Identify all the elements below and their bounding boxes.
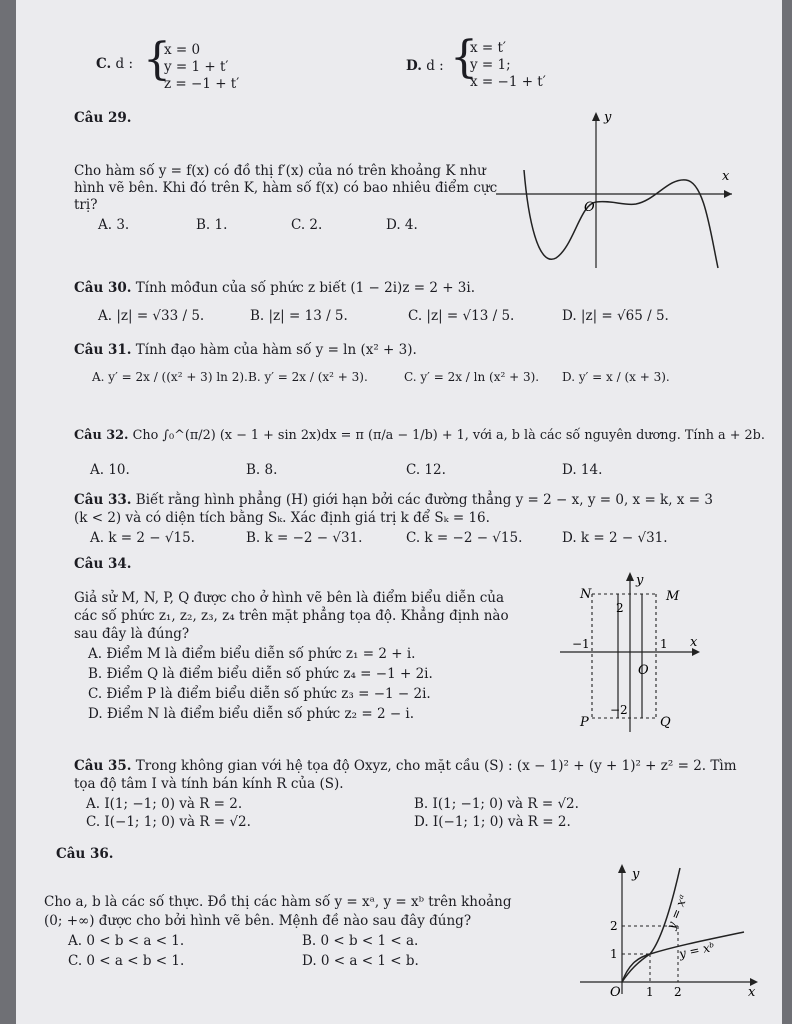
q35-option-a[interactable]: A. I(1; −1; 0) và R = 2. bbox=[86, 796, 243, 812]
q29-option-c[interactable]: C. 2. bbox=[291, 217, 323, 233]
q29-option-b[interactable]: B. 1. bbox=[196, 217, 228, 233]
q30-option-a[interactable]: A. |z| = √33 / 5. bbox=[98, 308, 205, 324]
q29-y-label: y bbox=[604, 110, 612, 125]
q36-title: Câu 36. bbox=[56, 846, 114, 862]
q31-question: Câu 31. Tính đạo hàm của hàm số y = ln (x² + 3). bbox=[74, 342, 417, 358]
q28-d-line-2: y = 1; bbox=[470, 57, 511, 73]
q36-curve-a-label: y = xᵃ bbox=[663, 892, 691, 932]
q34-y-arrow bbox=[626, 572, 634, 581]
q36-option-d[interactable]: D. 0 < a < 1 < b. bbox=[302, 953, 419, 969]
q36-option-b[interactable]: B. 0 < b < 1 < a. bbox=[302, 933, 419, 949]
q34-point-m: M bbox=[666, 589, 680, 604]
q36-text-1: Cho a, b là các số thực. Đồ thị các hàm số y = xᵃ, y = xᵇ trên khoảng bbox=[44, 894, 512, 910]
q28-option-c-label: C. d : bbox=[96, 56, 133, 72]
q34-option-d[interactable]: D. Điểm N là điểm biểu diễn số phức z₂ = 2 − i. bbox=[88, 706, 415, 722]
q29-origin-label: O bbox=[584, 200, 595, 215]
q28-c-line-2: y = 1 + t′ bbox=[164, 59, 229, 75]
q36-text-2: (0; +∞) được cho bởi hình vẽ bên. Mệnh đề nào sau đây đúng? bbox=[44, 913, 472, 929]
q35-question-2: tọa độ tâm I và tính bán kính R của (S). bbox=[74, 776, 344, 792]
q33-option-c[interactable]: C. k = −2 − √15. bbox=[406, 530, 523, 546]
q32-question: Câu 32. Cho ∫₀^(π/2) (x − 1 + sin 2x)dx = π (π/a − 1/b) + 1, với a, b là các số nguyên dương. Tính a + 2b. bbox=[74, 428, 765, 443]
q35-question-1: Câu 35. Trong không gian với hệ tọa độ Oxyz, cho mặt cầu (S) : (x − 1)² + (y + 1)² + z² = 2. Tìm bbox=[74, 758, 737, 774]
q32-option-b[interactable]: B. 8. bbox=[246, 462, 278, 478]
q34-text-1: Giả sử M, N, P, Q được cho ở hình vẽ bên là điểm biểu diễn của bbox=[74, 590, 505, 606]
q34-option-a[interactable]: A. Điểm M là điểm biểu diễn số phức z₁ = 2 + i. bbox=[88, 646, 416, 662]
q29-title: Câu 29. bbox=[74, 110, 132, 126]
q29-text-1: Cho hàm số y = f(x) có đồ thị f′(x) của nó trên khoảng K như bbox=[74, 163, 486, 179]
q34-complex-plane bbox=[552, 570, 702, 734]
q28-brace-d: { bbox=[450, 32, 478, 83]
q33-question-2: (k < 2) và có diện tích bằng Sₖ. Xác định giá trị k để Sₖ = 16. bbox=[74, 510, 490, 526]
q30-option-b[interactable]: B. |z| = 13 / 5. bbox=[250, 308, 348, 324]
exam-page bbox=[16, 0, 782, 1024]
q28-c-line-1: x = 0 bbox=[164, 42, 201, 58]
q29-text-2: hình vẽ bên. Khi đó trên K, hàm số f(x) có bao nhiêu điểm cực bbox=[74, 180, 498, 196]
q29-x-arrow bbox=[724, 190, 732, 198]
q28-d-line-1: x = t′ bbox=[470, 40, 506, 56]
q33-option-b[interactable]: B. k = −2 − √31. bbox=[246, 530, 363, 546]
q30-question: Câu 30. Tính môđun của số phức z biết (1 − 2i)z = 2 + 3i. bbox=[74, 280, 476, 296]
q32-option-a[interactable]: A. 10. bbox=[90, 462, 130, 478]
q34-option-b[interactable]: B. Điểm Q là điểm biểu diễn số phức z₄ = −1 + 2i. bbox=[88, 666, 433, 682]
q34-origin-label: O bbox=[638, 663, 649, 678]
q36-option-a[interactable]: A. 0 < b < a < 1. bbox=[68, 933, 185, 949]
q31-option-d[interactable]: D. y′ = x / (x + 3). bbox=[562, 370, 670, 384]
q36-x-label: x bbox=[748, 985, 756, 1000]
q30-option-c[interactable]: C. |z| = √13 / 5. bbox=[408, 308, 515, 324]
q29-text-3: trị? bbox=[74, 197, 98, 213]
q36-tick-y1: 1 bbox=[610, 947, 618, 961]
q35-option-b[interactable]: B. I(1; −1; 0) và R = √2. bbox=[414, 796, 579, 812]
q28-d-line-3: x = −1 + t′ bbox=[470, 74, 546, 90]
q36-tick-y2: 2 bbox=[610, 919, 618, 933]
q31-option-a[interactable]: A. y′ = 2x / ((x² + 3) ln 2). bbox=[92, 370, 248, 384]
q34-option-c[interactable]: C. Điểm P là điểm biểu diễn số phức z₃ = −1 − 2i. bbox=[88, 686, 431, 702]
q34-text-3: sau đây là đúng? bbox=[74, 626, 190, 642]
q34-tick-minus-2: −2 bbox=[610, 703, 628, 717]
q30-option-d[interactable]: D. |z| = √65 / 5. bbox=[562, 308, 669, 324]
q36-y-label: y bbox=[632, 867, 640, 882]
q36-power-graph bbox=[576, 862, 776, 1012]
q36-tick-x2: 2 bbox=[674, 985, 682, 999]
q34-x-label: x bbox=[690, 635, 698, 650]
q29-derivative-graph bbox=[496, 108, 736, 270]
q36-origin-label: O bbox=[610, 985, 621, 1000]
q29-option-d[interactable]: D. 4. bbox=[386, 217, 418, 233]
q34-text-2: các số phức z₁, z₂, z₃, z₄ trên mặt phẳng tọa độ. Khẳng định nào bbox=[74, 608, 509, 624]
q34-point-p: P bbox=[580, 715, 589, 730]
q28-option-d-label: D. d : bbox=[406, 58, 444, 74]
q36-y-arrow bbox=[618, 864, 626, 873]
q34-tick-1: 1 bbox=[660, 637, 668, 651]
q34-point-q: Q bbox=[660, 715, 671, 730]
q33-question-1: Câu 33. Biết rằng hình phẳng (H) giới hạn bởi các đường thẳng y = 2 − x, y = 0, x = k, x = 3 bbox=[74, 492, 713, 508]
q32-option-d[interactable]: D. 14. bbox=[562, 462, 603, 478]
q31-option-c[interactable]: C. y′ = 2x / ln (x² + 3). bbox=[404, 370, 540, 384]
q34-point-n: N bbox=[580, 587, 592, 602]
q29-option-a[interactable]: A. 3. bbox=[98, 217, 130, 233]
q34-tick-minus-1: −1 bbox=[572, 637, 590, 651]
q33-option-a[interactable]: A. k = 2 − √15. bbox=[90, 530, 195, 546]
q36-tick-x1: 1 bbox=[646, 985, 654, 999]
q29-curve bbox=[524, 170, 718, 268]
q33-option-d[interactable]: D. k = 2 − √31. bbox=[562, 530, 668, 546]
q34-title: Câu 34. bbox=[74, 556, 132, 572]
q35-option-d[interactable]: D. I(−1; 1; 0) và R = 2. bbox=[414, 814, 571, 830]
q31-option-b[interactable]: B. y′ = 2x / (x² + 3). bbox=[248, 370, 368, 384]
q29-x-label: x bbox=[722, 169, 730, 184]
q34-tick-2: 2 bbox=[616, 601, 624, 615]
q29-y-arrow bbox=[592, 112, 600, 121]
q34-y-label: y bbox=[636, 573, 644, 588]
q36-curve-b-label: y = xᵇ bbox=[677, 939, 716, 961]
q32-option-c[interactable]: C. 12. bbox=[406, 462, 446, 478]
q28-c-line-3: z = −1 + t′ bbox=[164, 76, 240, 92]
q35-option-c[interactable]: C. I(−1; 1; 0) và R = √2. bbox=[86, 814, 251, 830]
q28-brace-c: { bbox=[143, 34, 171, 85]
q36-option-c[interactable]: C. 0 < a < b < 1. bbox=[68, 953, 185, 969]
